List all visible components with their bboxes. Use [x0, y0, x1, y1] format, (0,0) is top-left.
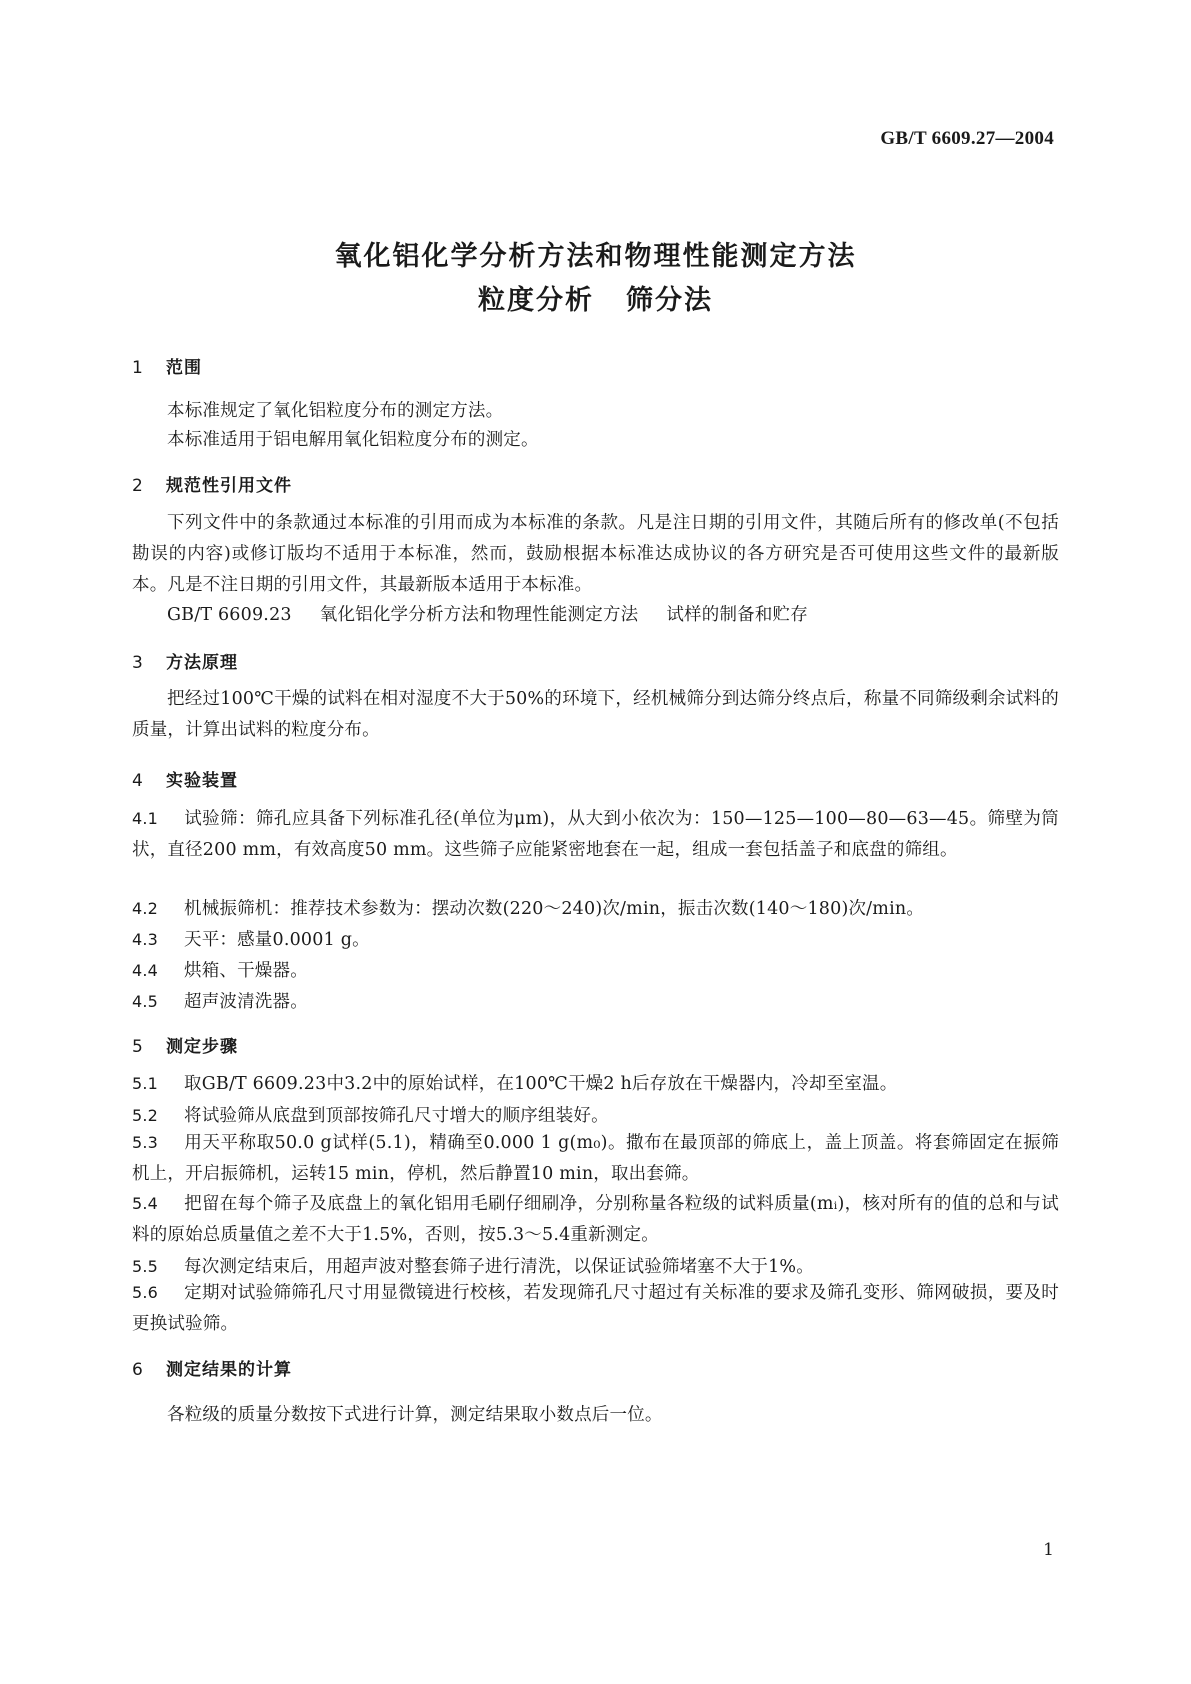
- clause-number: 4.3: [132, 930, 159, 949]
- section-5-heading: [132, 1032, 238, 1057]
- clause-5-5: [132, 1253, 814, 1278]
- section-3-paragraph: 把经过100℃干燥的试料在相对湿度不大于50%的环境下，经机械筛分到达筛分终点后，称量不同筛级剩余试料的质量，计算出试料的粒度分布。: [132, 689, 1059, 740]
- section-title: 测定步骤: [166, 1037, 238, 1057]
- section-number: 4: [132, 771, 144, 791]
- clause-5-3: [132, 1127, 1059, 1190]
- clause-5-2: [132, 1102, 609, 1127]
- clause-text: 用天平称取50.0 g试样(5.1)，精确至0.000 1 g(m₀)。撒布在最顶部的筛底上，盖上顶盖。将套筛固定在振筛机上，开启振筛机，运转15 min，停机，然后静置10 min，取出套筛。: [132, 1133, 1059, 1184]
- section-2-paragraph: 下列文件中的条款通过本标准的引用而成为本标准的条款。凡是注日期的引用文件，其随后所有的修改单(不包括勘误的内容)或修订版均不适用于本标准，然而，鼓励根据本标准达成协议的各方研究是否可使用这些文件的最新版本。凡是不注日期的引用文件，其最新版本适用于本标准。: [132, 513, 1059, 595]
- clause-text: 试验筛：筛孔应具备下列标准孔径(单位为μm)，从大到小依次为：150—125—100—80—63—45。筛壁为筒状，直径200 mm，有效高度50 mm。这些筛子应能紧密地套在一起，组成一套包括盖子和底盘的筛组。: [132, 809, 1059, 860]
- clause-5-1: [132, 1070, 897, 1095]
- section-number: 2: [132, 476, 144, 496]
- reference-title-2: 试样的制备和贮存: [666, 605, 808, 625]
- document-subtitle: [0, 278, 1191, 317]
- clause-text: 超声波清洗器。: [184, 992, 308, 1012]
- section-number: 5: [132, 1037, 144, 1057]
- section-4-heading: [132, 766, 238, 791]
- clause-text: 机械振筛机：推荐技术参数为：摆动次数(220～240)次/min，振击次数(140～180)次/min。: [184, 899, 925, 919]
- clause-5-6: [132, 1277, 1059, 1340]
- clause-number: 4.4: [132, 961, 159, 980]
- subtitle-part-1: 粒度分析: [478, 285, 594, 316]
- clause-number: 5.5: [132, 1257, 159, 1276]
- clause-4-5: [132, 988, 308, 1013]
- clause-number: 5.4: [132, 1194, 159, 1213]
- clause-number: 5.3: [132, 1133, 159, 1152]
- section-title: 规范性引用文件: [166, 476, 292, 496]
- clause-text: 把留在每个筛子及底盘上的氧化铝用毛刷仔细刷净，分别称量各粒级的试料质量(mᵢ)，核对所有的值的总和与试料的原始总质量值之差不大于1.5%，否则，按5.3～5.4重新测定。: [132, 1194, 1059, 1245]
- document-title: 氧化铝化学分析方法和物理性能测定方法: [334, 241, 857, 272]
- clause-text: 将试验筛从底盘到顶部按筛孔尺寸增大的顺序组装好。: [184, 1106, 609, 1126]
- clause-text: 天平：感量0.0001 g。: [184, 930, 370, 950]
- normative-reference: [167, 601, 808, 626]
- section-1-paragraph-2: 本标准适用于铝电解用氧化铝粒度分布的测定。: [167, 430, 539, 450]
- clause-number: 4.5: [132, 992, 159, 1011]
- clause-4-1: [132, 803, 1059, 866]
- section-number: 6: [132, 1360, 144, 1380]
- clause-text: 定期对试验筛筛孔尺寸用显微镜进行校核，若发现筛孔尺寸超过有关标准的要求及筛孔变形、筛网破损，要及时更换试验筛。: [132, 1283, 1059, 1334]
- reference-title-1: 氧化铝化学分析方法和物理性能测定方法: [319, 605, 639, 625]
- clause-number: 4.1: [132, 809, 159, 828]
- clause-number: 4.2: [132, 899, 159, 918]
- section-2-heading: [132, 471, 292, 496]
- section-6-paragraph: 各粒级的质量分数按下式进行计算，测定结果取小数点后一位。: [167, 1405, 663, 1425]
- section-title: 实验装置: [166, 771, 238, 791]
- reference-code: GB/T 6609.23: [167, 605, 292, 625]
- section-title: 范围: [166, 358, 202, 378]
- section-number: 3: [132, 653, 144, 673]
- clause-number: 5.6: [132, 1283, 159, 1302]
- clause-number: 5.2: [132, 1106, 159, 1125]
- subtitle-part-2: 筛分法: [626, 285, 713, 316]
- section-title: 测定结果的计算: [166, 1360, 292, 1380]
- section-3-heading: [132, 648, 238, 673]
- clause-text: 烘箱、干燥器。: [184, 961, 308, 981]
- clause-4-2: [132, 895, 924, 920]
- section-title: 方法原理: [166, 653, 238, 673]
- clause-4-4: [132, 957, 308, 982]
- clause-text: 取GB/T 6609.23中3.2中的原始试样，在100℃干燥2 h后存放在干燥器内，冷却至室温。: [184, 1074, 898, 1094]
- section-1-paragraph-1: 本标准规定了氧化铝粒度分布的测定方法。: [167, 401, 504, 421]
- clause-number: 5.1: [132, 1074, 159, 1093]
- document-code: GB/T 6609.27—2004: [880, 128, 1054, 149]
- section-number: 1: [132, 358, 144, 378]
- clause-text: 每次测定结束后，用超声波对整套筛子进行清洗，以保证试验筛堵塞不大于1%。: [184, 1257, 814, 1277]
- clause-4-3: [132, 926, 370, 951]
- clause-5-4: [132, 1188, 1059, 1251]
- section-6-heading: [132, 1355, 292, 1380]
- section-1-heading: [132, 353, 202, 378]
- page-number: 1: [1043, 1540, 1054, 1560]
